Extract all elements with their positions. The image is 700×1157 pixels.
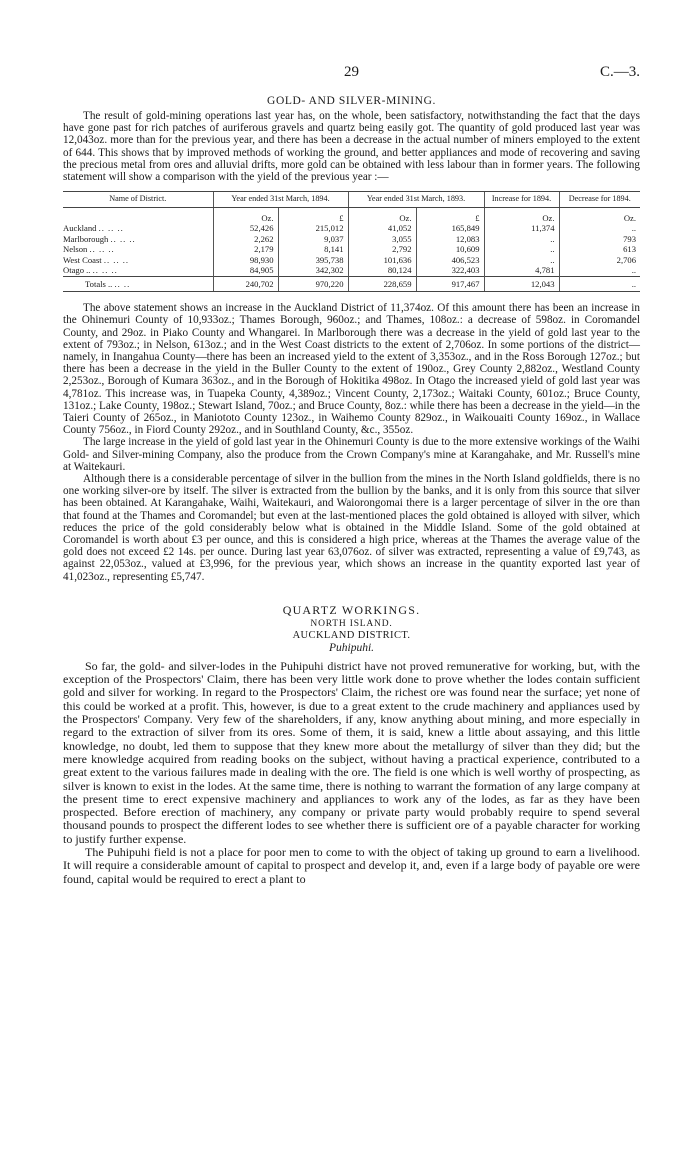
oz-1894: 2,262 (213, 234, 278, 245)
increase-value: .. (484, 255, 559, 266)
totals-label: Totals .. (85, 278, 113, 289)
oz-1894: 98,930 (213, 255, 278, 266)
value-1893: 406,523 (416, 255, 484, 266)
decrease-value: .. (559, 223, 640, 234)
increase-value: 11,374 (484, 223, 559, 234)
total-oz-1894: 240,702 (213, 276, 278, 292)
decrease-value: 793 (559, 234, 640, 245)
district-summary-paragraph: The above statement shows an increase in the Auckland District of 11,374oz. Of this amount there has been an increase in the Ohinemuri County of 10,933oz.; Thames Borough, 960oz.; and Thames, 108oz.: a decrease of 598oz. in Coromandel County, and 29oz. in Piako County and Whangarei. In Marlborough there was a decrease in the yield of gold last year to the extent of 793oz.; in Nelson, 613oz.; and in the West Coast districts to the extent of 2,706oz. In some portions of the district—namely, in Inangahua County—there has been an increased yield to the extent of 3,353oz., and in the Ross Borough 127oz.; but there has been a decrease in the yield in the Buller County to the extent of 190oz., Grey County 2,882oz., Westland County 2,253oz., Borough of Kumara 363oz., and in the Borough of Hokitika 498oz. In Otago the increased yield of gold last year was 4,781oz. This increase was, in Tuapeka County, 4,389oz.; Vincent County, 2,173oz.; Waitaki County, 601oz.; Bruce County, 131oz.; Lake County, 198oz.; Stewart Island, 70oz.; and Bruce County, 8oz.: while there has been a decrease in the yield—in the Taieri County of 265oz., in Maniototo County 123oz., in Waihemo County 829oz., in Waikouaiti County 169oz., in Wallace County 756oz., in Fiord County 292oz., and in Southland County, &c., 355oz. (63, 302, 640, 437)
units-row (63, 207, 640, 223)
section-title: GOLD- AND SILVER-MINING. (267, 95, 436, 107)
leader-dots: .. .. (114, 278, 131, 289)
value-1894: 342,302 (278, 265, 348, 276)
document-reference: C.—3. (599, 64, 640, 80)
district-heading: AUCKLAND DISTRICT. (292, 629, 411, 641)
decrease-value: .. (559, 265, 640, 276)
unit-oz: Oz. (484, 207, 559, 223)
header-increase: Increase for 1894. (484, 192, 559, 208)
table-row (63, 244, 640, 255)
page-header (63, 64, 640, 86)
oz-1893: 2,792 (348, 244, 416, 255)
increase-value: 4,781 (484, 265, 559, 276)
ohinemuri-paragraph: The large increase in the yield of gold last year in the Ohinemuri County is due to the more extensive workings of the Waihi Gold- and Silver-mining Company, also the produce from the Crown Company's mine at Karangahake, and Mr. Russell's mine at Waitekauri. (63, 436, 640, 473)
leader-dots: .. .. .. (89, 244, 115, 255)
unit-oz: Oz. (213, 207, 278, 223)
value-1894: 215,012 (278, 223, 348, 234)
document-page (63, 64, 640, 886)
total-increase: 12,043 (484, 276, 559, 292)
total-decrease: .. (559, 276, 640, 292)
locality-heading: Puhipuhi. (328, 641, 375, 654)
decrease-value: 2,706 (559, 255, 640, 266)
leader-dots: .. .. .. (103, 254, 130, 265)
totals-row (63, 276, 640, 292)
leader-dots: .. .. .. (110, 233, 136, 244)
value-1893: 12,083 (416, 234, 484, 245)
total-value-1893: 917,467 (416, 276, 484, 292)
unit-oz: Oz. (348, 207, 416, 223)
table-row (63, 223, 640, 234)
table-row (63, 234, 640, 245)
value-1893: 322,403 (416, 265, 484, 276)
header-year-1894: Year ended 31st March, 1894. (213, 192, 348, 208)
oz-1893: 101,636 (348, 255, 416, 266)
decrease-value: 613 (559, 244, 640, 255)
oz-1894: 52,426 (213, 223, 278, 234)
leader-dots: .. .. .. (92, 265, 118, 276)
header-decrease: Decrease for 1894. (559, 192, 640, 208)
oz-1893: 80,124 (348, 265, 416, 276)
table-header-row (63, 192, 640, 208)
oz-1894: 84,905 (213, 265, 278, 276)
intro-paragraph: The result of gold-mining operations last year has, on the whole, been satisfactory, notwithstanding the fact that the days have gone past for rich patches of auriferous gravels and quartz being easily got. The quantity of gold produced last year was 12,043oz. more than for the previous year, and there has been a decrease in the actual number of miners employed to the extent of 644. This shows that by improved methods of working the ground, and better appliances and mode of recovering and saving the precious metal from ores and alluvial drifts, more gold can be obtained with less labour than in former years. The following statement will show a comparison with the yield of the previous year :— (63, 110, 640, 184)
total-value-1894: 970,220 (278, 276, 348, 292)
puhipuhi-capital-paragraph: The Puhipuhi field is not a place for poor men to come to with the object of taking up ground to earn a livelihood. It will require a considerable amount of capital to prospect and develop it, and, even if a large body of payable ore were found, capital would be required to erect a plant to (63, 845, 640, 886)
silver-paragraph: Although there is a considerable percentage of silver in the bullion from the mines in the North Island goldfields, there is no one working silver-ore by itself. The silver is extracted from the bullion by the banks, and it is only from this source that silver has been obtained. At Karangahake, Waihi, Waitekauri, and Waiorongomai there is a larger percentage of silver in the ore than that found at the Thames and Coromandel; but even at the last-mentioned places the gold obtained is alloyed with silver, which reduces the price of the gold considerably below what is obtained in the Middle Island. Some of the gold obtained at Coromandel is worth about £3 per ounce, and this is considered a high price, whereas at the Thames the average value of the gold does not exceed £2 14s. per ounce. During last year 63,076oz. of silver was extracted, representing a value of £9,743, as against 22,053oz., valued at £3,996, for the previous year, which shows an increase in the quantity exported last year of 41,023oz., representing £5,747. (63, 473, 640, 583)
oz-1894: 2,179 (213, 244, 278, 255)
value-1894: 9,037 (278, 234, 348, 245)
value-1893: 10,609 (416, 244, 484, 255)
total-oz-1893: 228,659 (348, 276, 416, 292)
oz-1893: 3,055 (348, 234, 416, 245)
leader-dots: .. .. .. (98, 223, 124, 234)
district-name: Marlborough (63, 233, 109, 244)
puhipuhi-paragraph: So far, the gold- and silver-lodes in the Puhipuhi district have not proved remunerative for working, but, with the exception of the Prospectors' Claim, there has been very little work done to prove whether the lodes contain sufficient gold and silver for working. In regard to the Prospectors' Claim, the richest ore was found near the surface; yet none of this could be worked at a profit. This, however, is due to a great extent to the crude machinery and appliances used by the Prospectors' Company. Very few of the shareholders, if any, know anything about mining, and more especially in regard to the extraction of silver from its ores. Some of them, it is said, knew a little about assaying, and this little knowledge, no doubt, led them to suppose that they knew more about the metallurgy of silver than they did; but the mere knowledge acquired from reading books on the subject, without having a practical experience, contributed to a great extent to the various failures made in dealing with the ore. The field is one which is well worthy of prospecting, as silver is known to exist in the lodes. At the same time, there is nothing to warrant the formation of any large company at the present time to erect expensive machinery and appliances to work any of the lodes, as far as they have been prospected. Before erection of machinery, any company or private party would probably require to spend several thousand pounds to prospect the different lodes to see whether there is sufficient ore of a payable character for working to justify further expense. (63, 658, 640, 846)
island-heading: NORTH ISLAND. (310, 618, 393, 629)
district-name: Nelson (63, 244, 88, 255)
increase-value: .. (484, 244, 559, 255)
unit-pound: £ (278, 207, 348, 223)
district-name: West Coast (63, 254, 102, 265)
oz-1893: 41,052 (348, 223, 416, 234)
district-name: Auckland (63, 223, 97, 234)
header-district: Name of District. (63, 192, 213, 208)
unit-oz: Oz. (559, 207, 640, 223)
quartz-workings-heading: QUARTZ WORKINGS. (282, 602, 421, 617)
header-year-1893: Year ended 31st March, 1893. (348, 192, 484, 208)
value-1893: 165,849 (416, 223, 484, 234)
district-name: Otago .. (63, 265, 91, 276)
value-1894: 395,738 (278, 255, 348, 266)
unit-pound: £ (416, 207, 484, 223)
increase-value: .. (484, 234, 559, 245)
table-row (63, 265, 640, 276)
gold-yield-table (63, 191, 640, 292)
table-row (63, 255, 640, 266)
page-number: 29 (344, 64, 359, 80)
value-1894: 8,141 (278, 244, 348, 255)
